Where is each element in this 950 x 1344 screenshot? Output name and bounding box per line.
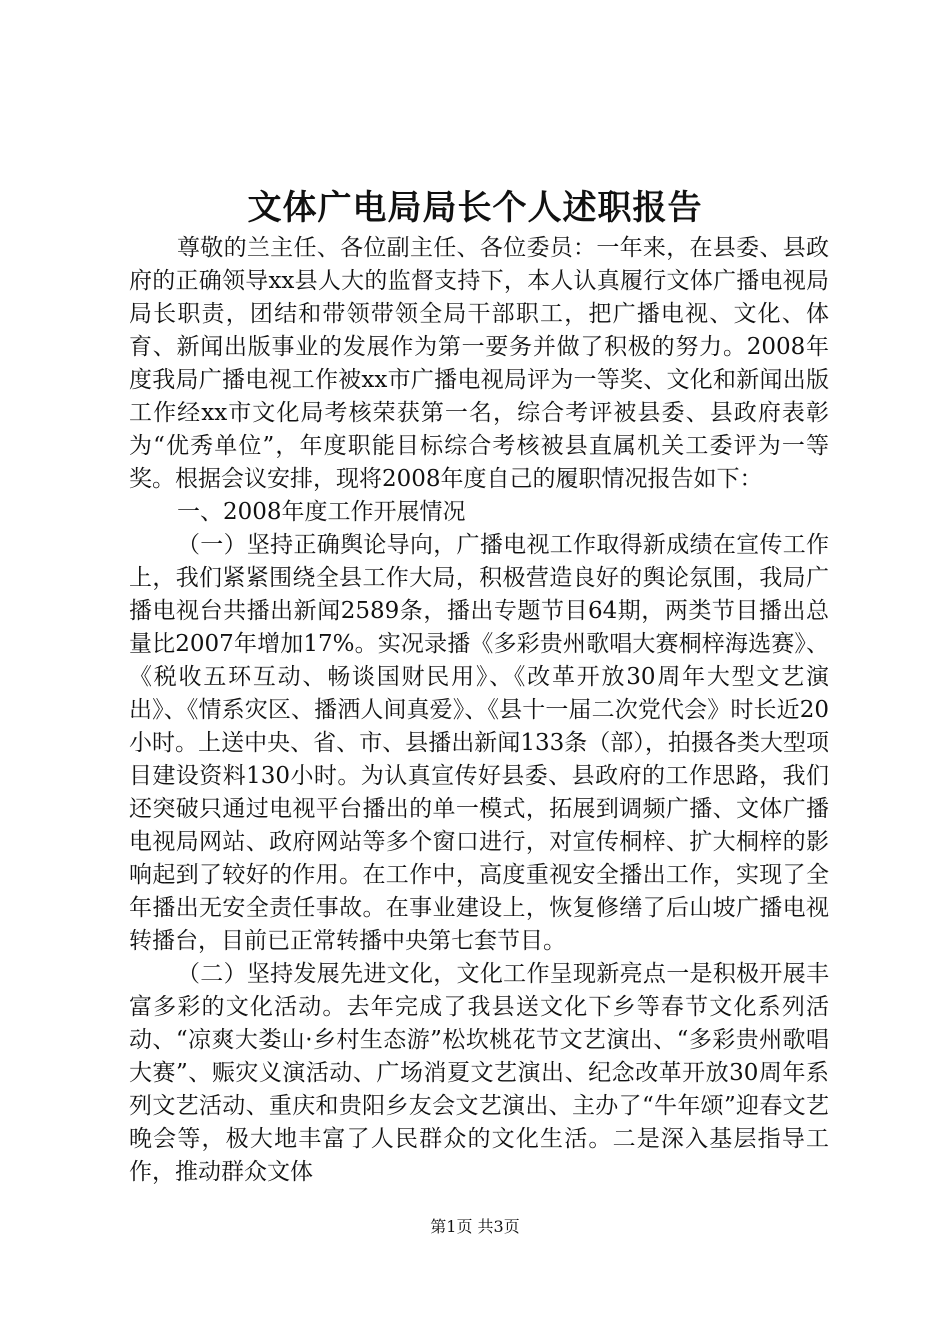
page-footer: 第1页 共3页 [430, 1217, 520, 1236]
subsection-paragraph-1: （一）坚持正确舆论导向，广播电视工作取得新成绩在宣传工作上，我们紧紧围绕全县工作大局，积极营造良好的舆论氛围，我局广播电视台共播出新闻2589条，播出专题节目64期，两类节目播出总量比2007年增加17%。实况录播《多彩贵州歌唱大赛桐梓海选赛》、《税收五环互动、畅谈国财民用》、《改革开放30周年大型文艺演出》、《情系灾区、播洒人间真爱》、《县十一届二次党代会》时长近20小时。上送中央、省、市、县播出新闻133条（部），拍摄各类大型项目建设资料130小时。为认真宣传好县委、县政府的工作思路，我们还突破只通过电视平台播出的单一模式，拓展到调频广播、文体广播电视局网站、政府网站等多个窗口进行，对宣传桐梓、扩大桐梓的影响起到了较好的作用。在工作中，高度重视安全播出工作，实现了全年播出无安全责任事故。在事业建设上，恢复修缮了后山坡广播电视转播台，目前已正常转播中央第七套节目。 [129, 532, 829, 954]
section-heading: 一、2008年度工作开展情况 [177, 499, 466, 525]
document-title: 文体广电局局长个人述职报告 [247, 188, 703, 228]
subsection-paragraph-2: （二）坚持发展先进文化，文化工作呈现新亮点一是积极开展丰富多彩的文化活动。去年完成了我县送文化下乡等春节文化系列活动、“凉爽大娄山·乡村生态游”松坎桃花节文艺演出、“多彩贵州歌唱大赛”、赈灾义演活动、广场消夏文艺演出、纪念改革开放30周年系列文艺活动、重庆和贵阳乡友会文艺演出、主办了“牛年颂”迎春文艺晚会等，极大地丰富了人民群众的文化生活。二是深入基层指导工作，推动群众文体 [129, 961, 829, 1185]
document-body [129, 232, 829, 1189]
intro-paragraph: 尊敬的兰主任、各位副主任、各位委员：一年来，在县委、县政府的正确领导xx县人大的监督支持下，本人认真履行文体广播电视局局长职责，团结和带领带领全局干部职工，把广播电视、文化、体育、新闻出版事业的发展作为第一要务并做了积极的努力。2008年度我局广播电视工作被xx市广播电视局评为一等奖、文化和新闻出版工作经xx市文化局考核荣获第一名，综合考评被县委、县政府表彰为“优秀单位”，年度职能目标综合考核被县直属机关工委评为一等奖。根据会议安排，现将2008年度自己的履职情况报告如下： [129, 235, 829, 492]
